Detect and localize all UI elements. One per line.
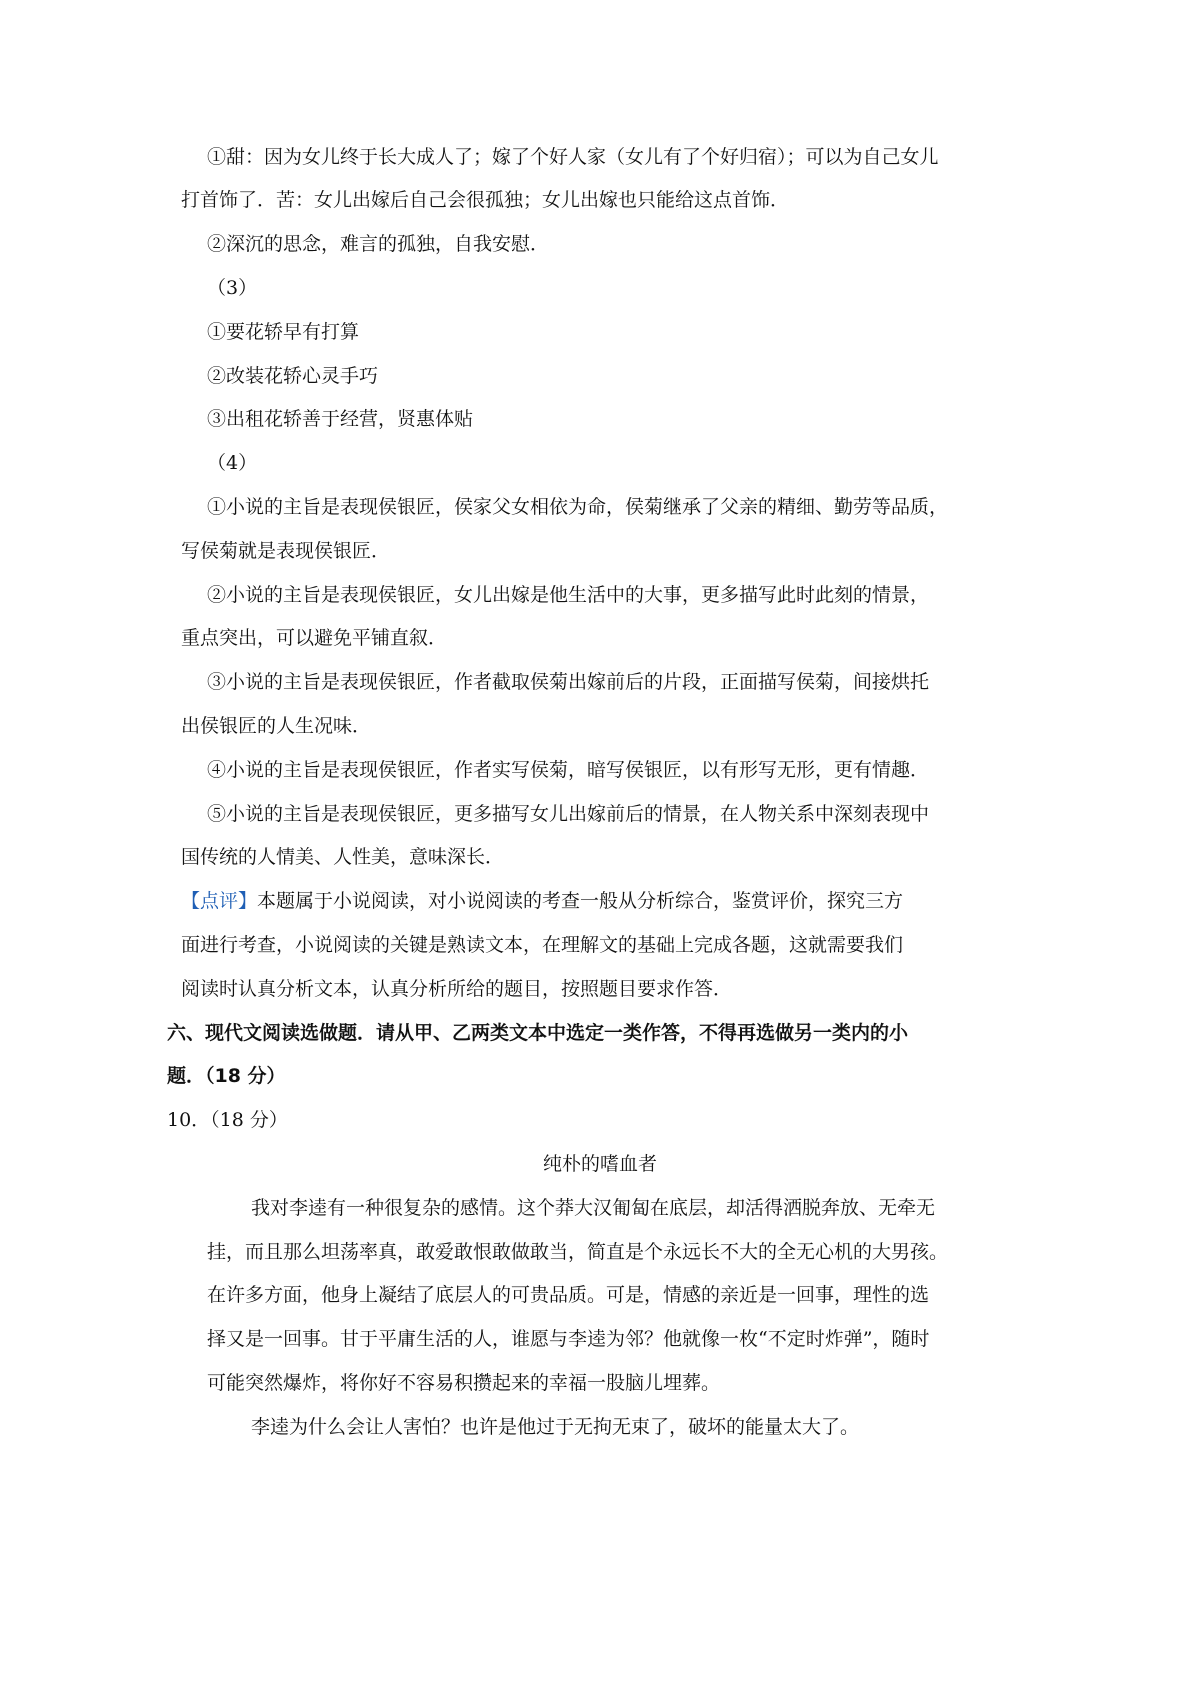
- answer-line: ②改装花轿心灵手巧: [207, 365, 379, 387]
- answer-line: ②小说的主旨是表现侯银匠，女儿出嫁是他生活中的大事，更多描写此时此刻的情景，: [207, 584, 930, 606]
- passage-line: 可能突然爆炸，将你好不容易积攒起来的幸福一股脑儿埋葬。: [207, 1372, 721, 1394]
- passage-line: 择又是一回事。甘于平庸生活的人，谁愿与李逵为邻？他就像一枚“不定时炸弹”，随时: [207, 1328, 930, 1350]
- comment-text: 本题属于小说阅读，对小说阅读的考查一般从分析综合，鉴赏评价，探究三方: [257, 890, 904, 912]
- comment-line: [181, 887, 903, 915]
- answer-line: ⑤小说的主旨是表现侯银匠，更多描写女儿出嫁前后的情景，在人物关系中深刻表现中: [207, 803, 930, 825]
- passage-line: 挂，而且那么坦荡率真，敢爱敢恨敢做敢当，简直是个永远长不大的全无心机的大男孩。: [207, 1241, 949, 1263]
- comment-line: 面进行考查，小说阅读的关键是熟读文本，在理解文的基础上完成各题，这就需要我们: [181, 934, 904, 956]
- answer-line: ①小说的主旨是表现侯银匠，侯家父女相依为命，侯菊继承了父亲的精细、勤劳等品质，: [207, 496, 949, 518]
- answer-line: 打首饰了．苦：女儿出嫁后自己会很孤独；女儿出嫁也只能给这点首饰．: [181, 189, 790, 211]
- answer-line: ③出租花轿善于经营，贤惠体贴: [207, 408, 474, 430]
- passage-line: 我对李逵有一种很复杂的感情。这个莽大汉匍匐在底层，却活得洒脱奔放、无牵无: [251, 1197, 936, 1219]
- section-heading: 题．（18 分）: [167, 1065, 286, 1087]
- answer-line: 出侯银匠的人生况味．: [181, 715, 372, 737]
- answer-line: 国传统的人情美、人性美，意味深长．: [181, 846, 505, 868]
- passage-line: 在许多方面，他身上凝结了底层人的可贵品质。可是，情感的亲近是一回事，理性的选: [207, 1284, 930, 1306]
- answer-line: ③小说的主旨是表现侯银匠，作者截取侯菊出嫁前后的片段，正面描写侯菊，间接烘托: [207, 671, 930, 693]
- passage-line: 李逵为什么会让人害怕？也许是他过于无拘无束了，破坏的能量太大了。: [251, 1416, 860, 1438]
- answer-line: 写侯菊就是表现侯银匠．: [181, 540, 391, 562]
- section-heading: 六、现代文阅读选做题．请从甲、乙两类文本中选定一类作答，不得再选做另一类内的小: [167, 1022, 909, 1044]
- question-number: 10．（18 分）: [167, 1109, 288, 1131]
- comment-tag: 【点评】: [181, 890, 258, 912]
- answer-line: ②深沉的思念，难言的孤独，自我安慰．: [207, 233, 550, 255]
- question-label: （4）: [207, 452, 258, 474]
- answer-line: ④小说的主旨是表现侯银匠，作者实写侯菊，暗写侯银匠，以有形写无形，更有情趣．: [207, 759, 930, 781]
- comment-line: 阅读时认真分析文本，认真分析所给的题目，按照题目要求作答．: [181, 978, 733, 1000]
- answer-line: ①要花轿早有打算: [207, 321, 360, 343]
- answer-line: ①甜：因为女儿终于长大成人了；嫁了个好人家（女儿有了个好归宿）；可以为自己女儿: [207, 146, 939, 168]
- answer-line: 重点突出，可以避免平铺直叙．: [181, 627, 448, 649]
- question-label: （3）: [207, 277, 258, 299]
- passage-title: 纯朴的嗜血者: [542, 1153, 657, 1175]
